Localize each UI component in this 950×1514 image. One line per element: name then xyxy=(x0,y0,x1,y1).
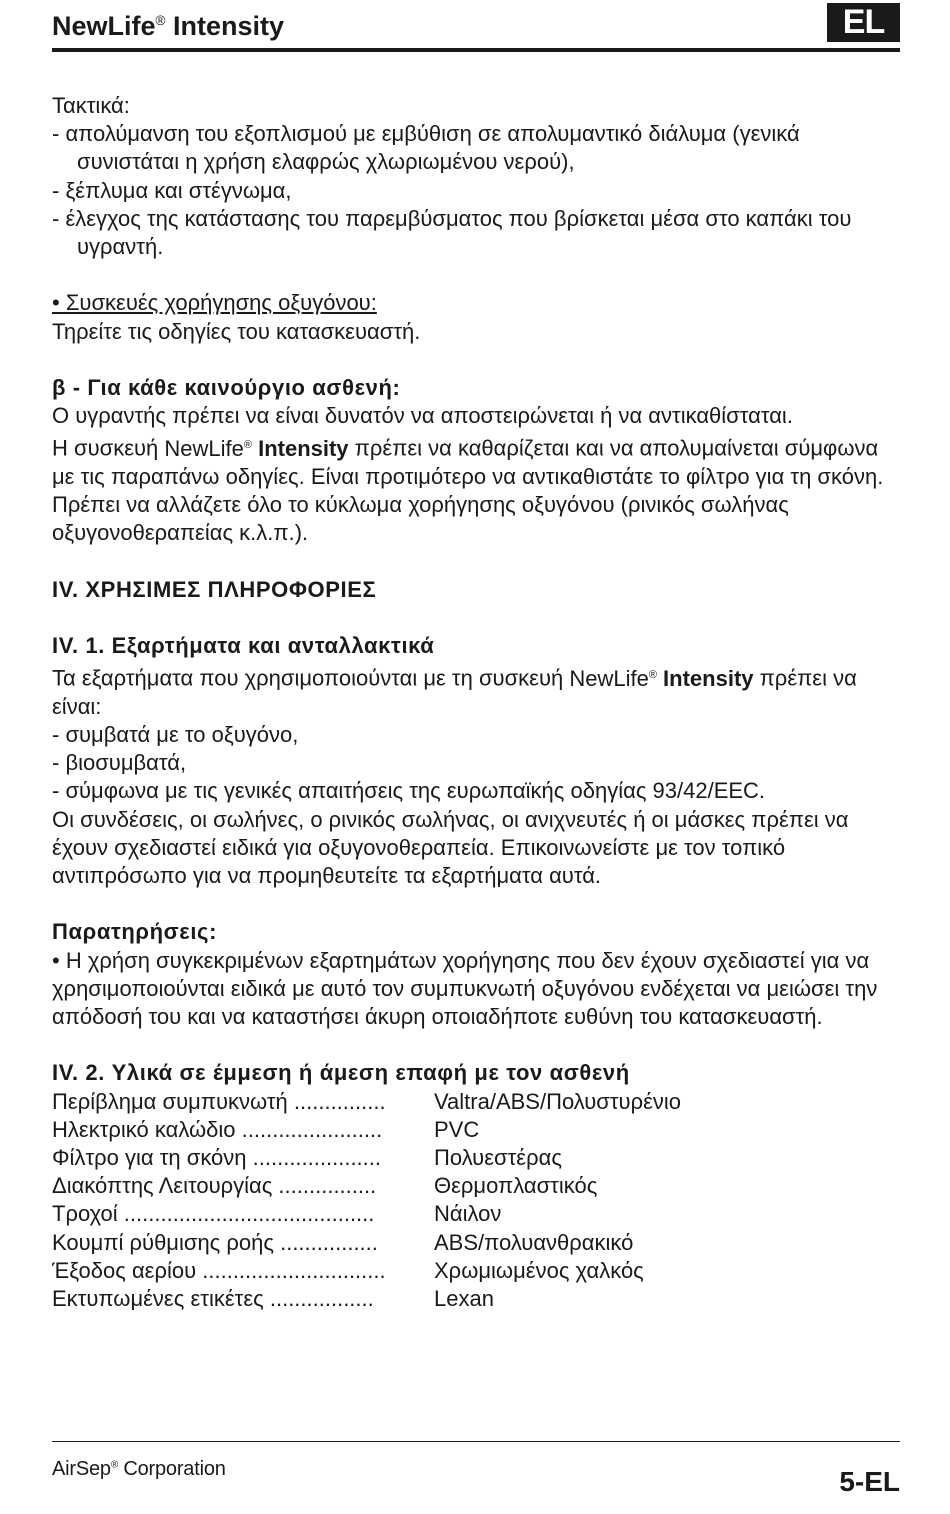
table-row xyxy=(52,1257,681,1285)
title-product: Intensity xyxy=(165,11,285,42)
material-part: Κουμπί ρύθμισης ροής ................ xyxy=(52,1229,378,1255)
material-value: Θερμοπλαστικός xyxy=(434,1173,598,1199)
header-divider xyxy=(52,48,900,52)
material-value: Χρωμιωμένος χαλκός xyxy=(434,1257,644,1283)
new-patient-text-2: Η συσκευή NewLife® Intensity πρέπει να καθαρίζεται και να απολυμαίνεται σύμφωνα με τις παραπάνω οδηγίες. Είναι προτιμότερο να αντικαθιστάτε το φίλτρο για τη σκόνη. Πρέπει να αλλάζετε όλο το κύκλωμα χορήγησης οξυγόνου (ρινικός σωλήνας οξυγονοθεραπείας κ.λ.π.). xyxy=(52,435,884,546)
section-heading: IV. ΧΡΗΣΙΜΕΣ ΠΛΗΡΟΦΟΡΙΕΣ xyxy=(52,576,377,602)
list-item: - απολύμανση του εξοπλισμού με εμβύθιση σε απολυμαντικό διάλυμα (γενικά συνιστάται η χρήση ελαφρώς χλωριωμένου νερού), xyxy=(52,121,800,175)
materials-table xyxy=(52,1088,681,1314)
list-item: - συμβατά με το οξυγόνο, xyxy=(52,721,299,747)
subsection-heading: IV. 2. Υλικά σε έμμεση ή άμεση επαφή με τον ασθενή xyxy=(52,1060,630,1086)
language-badge: EL xyxy=(827,3,900,42)
document-title xyxy=(52,4,284,43)
new-patient-heading: β - Για κάθε καινούργιο ασθενή: xyxy=(52,375,401,400)
material-value: PVC xyxy=(434,1116,480,1142)
material-part: Έξοδος αερίου .............................. xyxy=(52,1257,386,1283)
material-value: Valtra/ABS/Πολυστυρένιο xyxy=(434,1088,682,1114)
new-patient-text-1: Ο υγραντής πρέπει να είναι δυνατόν να αποστειρώνεται ή να αντικαθίσταται. xyxy=(52,403,793,429)
material-part: Περίβλημα συμπυκνωτή ............... xyxy=(52,1088,386,1114)
material-part: Εκτυπωμένες ετικέτες ................. xyxy=(52,1285,374,1311)
material-value: ABS/πολυανθρακικό xyxy=(434,1229,634,1255)
notes-text: • Η χρήση συγκεκριμένων εξαρτημάτων χορήγησης που δεν έχουν σχεδιαστεί για να χρησιμοποιούνται ειδικά με αυτό τον συμπυκνωτή οξυγόνου ενδέχεται να μειώσει την απόδοσή του και να καταστήσει άκυρη οποιαδήποτε ευθύνη του κατασκευαστή. xyxy=(52,947,878,1029)
footer-divider xyxy=(52,1441,900,1442)
material-part: Ηλεκτρικό καλώδιο ....................... xyxy=(52,1116,383,1142)
table-row xyxy=(52,1088,681,1116)
material-part: Διακόπτης Λειτουργίας ................ xyxy=(52,1173,377,1199)
list-item: - έλεγχος της κατάστασης του παρεμβύσματος που βρίσκεται μέσα στο καπάκι του υγραντή. xyxy=(52,205,852,260)
table-row xyxy=(52,1200,681,1228)
page-number: 5-EL xyxy=(839,1466,900,1497)
subsection-heading: IV. 1. Εξαρτήματα και ανταλλακτικά xyxy=(52,633,435,659)
oxygen-devices-title: • Συσκευές χορήγησης οξυγόνου: xyxy=(52,290,377,316)
brand-name: NewLife® Intensity xyxy=(164,435,349,461)
material-part: Φίλτρο για τη σκόνη ..................... xyxy=(52,1144,382,1170)
registered-mark: ® xyxy=(155,13,166,28)
table-row xyxy=(52,1285,681,1313)
list-item: - ξέπλυμα και στέγνωμα, xyxy=(52,177,292,203)
material-value: Νάιλον xyxy=(434,1201,502,1227)
company-name: AirSep® Corporation xyxy=(52,1458,226,1480)
page-content xyxy=(52,92,902,1313)
list-item: - σύμφωνα με τις γενικές απαιτήσεις της ευρωπαϊκής οδηγίας 93/42/EEC. xyxy=(52,778,766,804)
registered-mark: ® xyxy=(110,1459,119,1471)
table-row xyxy=(52,1172,681,1200)
title-brand: NewLife xyxy=(52,11,156,42)
routine-intro: Τακτικά: xyxy=(52,93,130,118)
material-part: Τροχοί ......................................... xyxy=(52,1201,375,1227)
accessories-intro: Τα εξαρτήματα που χρησιμοποιούνται με τη συσκευή NewLife® Intensity πρέπει να είναι: xyxy=(52,665,857,719)
table-row xyxy=(52,1144,681,1172)
table-row xyxy=(52,1229,681,1257)
table-row xyxy=(52,1116,681,1144)
material-value: Lexan xyxy=(434,1285,494,1311)
accessories-text: Οι συνδέσεις, οι σωλήνες, ο ρινικός σωλήνας, οι ανιχνευτές ή οι μάσκες πρέπει να έχουν σχεδιαστεί ειδικά για οξυγονοθεραπεία. Επικοινωνείστε με τον τοπικό αντιπρόσωπο για να προμηθευτείτε τα εξαρτήματα αυτά. xyxy=(52,806,849,888)
notes-heading: Παρατηρήσεις: xyxy=(52,919,218,945)
material-value: Πολυεστέρας xyxy=(434,1144,562,1170)
brand-name: NewLife® Intensity xyxy=(569,665,754,691)
list-item: - βιοσυμβατά, xyxy=(52,750,187,776)
oxygen-devices-text: Τηρείτε τις οδηγίες του κατασκευαστή. xyxy=(52,318,421,344)
